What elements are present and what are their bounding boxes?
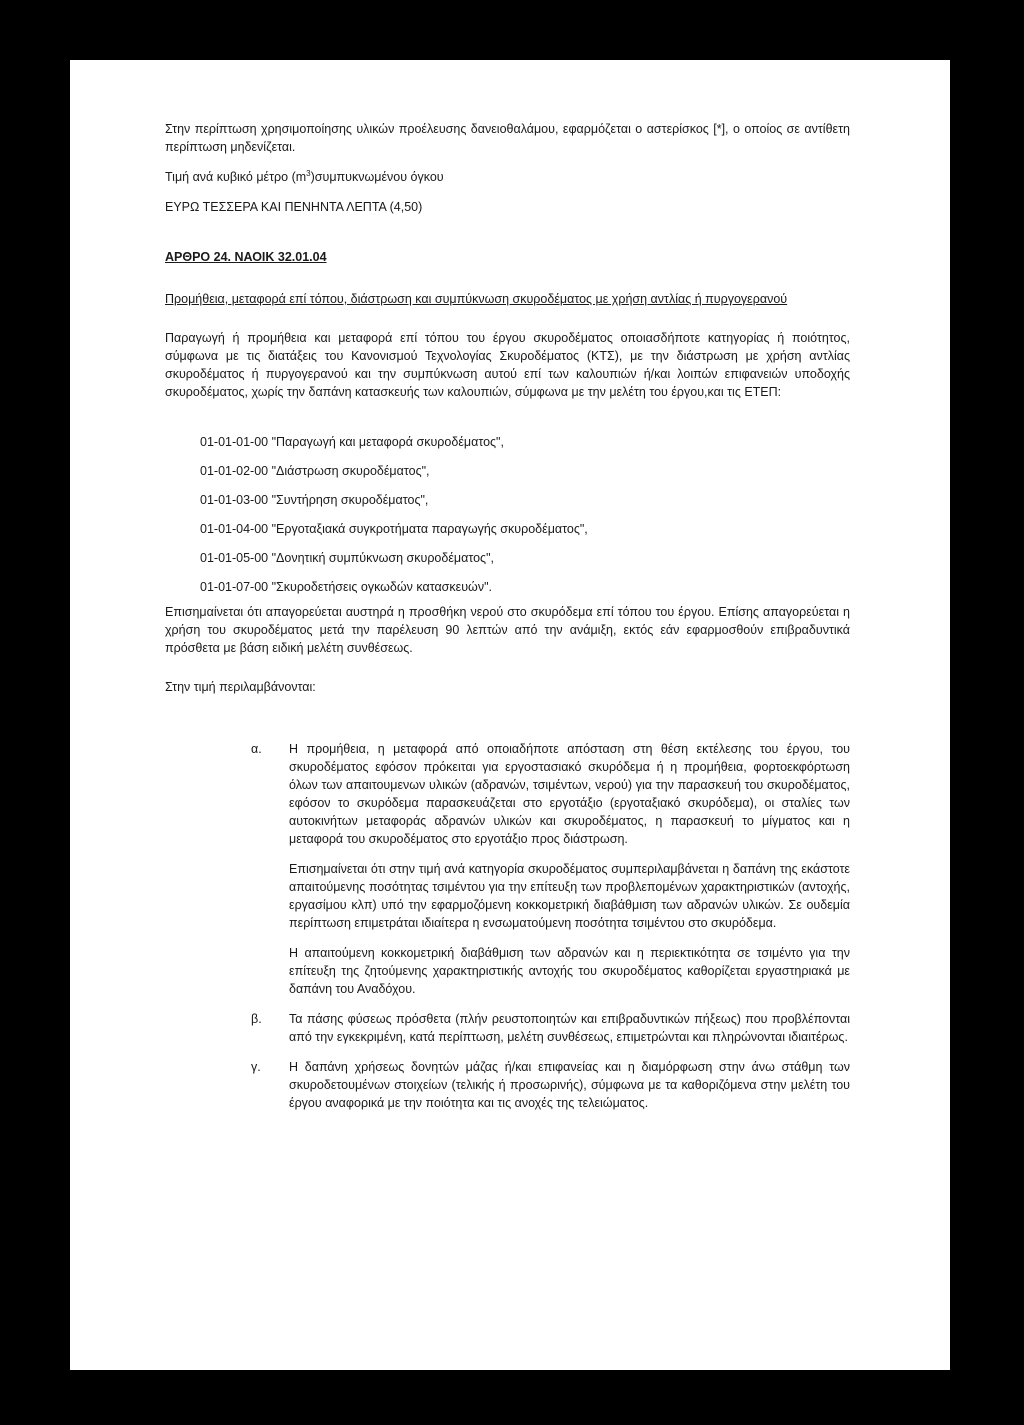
etep-code-item: 01-01-02-00 "Διάστρωση σκυροδέματος", — [200, 464, 430, 478]
list-paragraph: Τα πάσης φύσεως πρόσθετα (πλήν ρευστοποιητών και επιβραδυντικών πήξεως) που προβλέπονται από την εγκεκριμένη, κατά περίπτωση, μελέτη συνθέσεως, επιμετρώνται και πληρώνονται ιδιαιτέρως. — [289, 1012, 850, 1044]
list-item-body — [289, 1010, 850, 1046]
etep-code-item: 01-01-04-00 "Εργοταξιακά συγκροτήματα παραγωγής σκυροδέματος", — [200, 522, 588, 536]
list-item-body — [289, 740, 850, 998]
etep-code-item: 01-01-03-00 "Συντήρηση σκυροδέματος", — [200, 493, 429, 507]
unit-label-suffix: )συμπυκνωμένου όγκου — [310, 170, 444, 184]
list-marker: β. — [251, 1012, 262, 1026]
unit-label-prefix: Τιμή ανά κυβικό μέτρο (m — [165, 170, 307, 184]
article-heading: ΑΡΘΡΟ 24. ΝΑΟΙΚ 32.01.04 — [165, 250, 327, 264]
article-description: Παραγωγή ή προμήθεια και μεταφορά επί τόπου του έργου σκυροδέματος οποιασδήποτε κατηγορίας ή ποιότητος, σύμφωνα με τις διατάξεις του Κανονισμού Τεχνολογίας Σκυροδέματος (ΚΤΣ), με την διάστρωση με χρήση αντλίας σκυροδέματος ή πυργογερανού και την συμπύκνωση αυτού επί των καλουπιών ή/και λοιπών επιφανειών υποδοχής σκυροδέματος, χωρίς την δαπάνη κατασκευής των καλουπιών, σύμφωνα με την μελέτη του έργου,και τις ΕΤΕΠ: — [165, 331, 850, 399]
list-item — [165, 1058, 850, 1112]
list-paragraph: Η απαιτούμενη κοκκομετρική διαβάθμιση των αδρανών και η περιεκτικότητα σε τσιμέντο για την επίτευξη της ζητούμενης χαρακτηριστικής αντοχής του σκυροδέματος καθορίζεται εργαστηριακά με δαπάνη του Αναδόχου. — [289, 946, 850, 996]
etep-code-item: 01-01-05-00 "Δονητική συμπύκνωση σκυροδέματος", — [200, 551, 494, 565]
etep-code-item: 01-01-01-00 "Παραγωγή και μεταφορά σκυροδέματος", — [200, 435, 504, 449]
price-text: ΕΥΡΩ ΤΕΣΣΕΡΑ ΚΑΙ ΠΕΝΗΝΤΑ ΛΕΠΤΑ (4,50) — [165, 200, 423, 214]
list-item — [165, 1010, 850, 1046]
list-paragraph: Η δαπάνη χρήσεως δονητών μάζας ή/και επιφανείας και η διαμόρφωση στην άνω στάθμη των σκυροδετουμένων στοιχείων (τελικής ή προσωρινής), σύμφωνα με τα καθοριζόμενα στην μελέτη του έργου αναφορικά με την ποιότητα και τις ανοχές της τελειώματος. — [289, 1060, 850, 1110]
list-marker: γ. — [251, 1060, 261, 1074]
unit-superscript: 3 — [306, 168, 311, 178]
warning-text: Επισημαίνεται ότι απαγορεύεται αυστηρά η προσθήκη νερού στο σκυρόδεμα επί τόπου του έργου. Επίσης απαγορεύεται η χρήση του σκυροδέματος μετά την παρέλευση 90 λεπτών από την ανάμιξη, εκτός εάν εφαρμοσθούν επιβραδυντικά πρόσθετα με βάση ειδική μελέτη συνθέσεως. — [165, 605, 850, 655]
list-paragraph: Επισημαίνεται ότι στην τιμή ανά κατηγορία σκυροδέματος συμπεριλαμβάνεται η δαπάνη της εκάστοτε απαιτούμενης ποσότητας τσιμέντου για την επίτευξη των προβλεπομένων χαρακτηριστικών (αντοχής, εργασίμου κλπ) υπό την εφαρμοζόμενη κοκκομετρική διαβάθμιση των αδρανών υλικών. Σε ουδεμία περίπτωση επιμετράται ιδιαίτερα η ενσωματούμενη ποσότητα τσιμέντου στο σκυρόδεμα. — [289, 862, 850, 930]
list-item-body — [289, 1058, 850, 1112]
includes-label: Στην τιμή περιλαμβάνονται: — [165, 680, 316, 694]
article-subtitle: Προμήθεια, μεταφορά επί τόπου, διάστρωση και συμπύκνωση σκυροδέματος με χρήση αντλίας ή πυργογερανού — [165, 292, 788, 306]
etep-code-item: 01-01-07-00 "Σκυροδετήσεις ογκωδών κατασκευών". — [200, 580, 492, 594]
list-marker: α. — [251, 742, 262, 756]
etep-code-list — [200, 433, 850, 596]
unit-price-label — [165, 168, 850, 186]
asterisk-note: Στην περίπτωση χρησιμοποίησης υλικών προέλευσης δανειοθαλάμου, εφαρμόζεται ο αστερίσκος [*], ο οποίος σε αντίθετη περίπτωση μηδενίζεται. — [165, 122, 850, 154]
list-item — [165, 740, 850, 998]
document-content — [165, 120, 850, 1124]
included-items-list — [165, 740, 850, 1112]
list-paragraph: Η προμήθεια, η μεταφορά από οποιαδήποτε απόσταση στη θέση εκτέλεσης του έργου, του σκυροδέματος εφόσον πρόκειται για εργοστασιακό σκυρόδεμα ή η προμήθεια, φορτοεκφόρτωση όλων των απαιτουμενων υλικών (αδρανών, τσιμέντων, νερού) για την παρασκευή του σκυροδέματος, εφόσον το σκυρόδεμα παρασκευάζεται στο εργοτάξιο (εργοταξιακό σκυρόδεμα), οι σταλίες των αυτοκινήτων μεταφοράς αδρανών υλικών και σκυροδέματος, η παρασκευή το μίγματος και η μεταφορά του σκυροδέματος στο εργοτάξιο προς διάστρωση. — [289, 742, 850, 846]
